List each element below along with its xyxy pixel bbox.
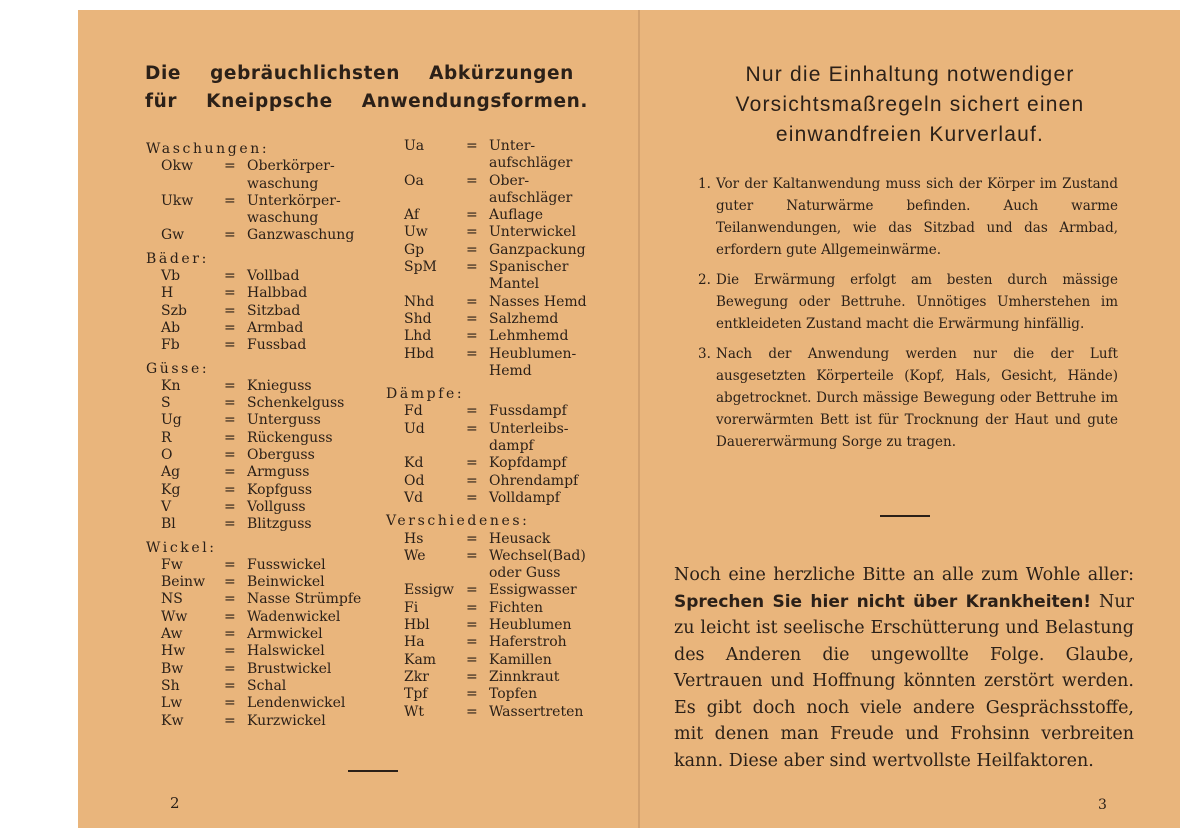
closing-paragraph [674,562,1134,774]
abbreviation-entry [386,346,587,381]
item-number: 1. [698,176,711,192]
equals-sign: = [466,224,478,241]
abbreviation: Gw [161,227,185,244]
closing-rest: Nur zu leicht ist seelische Erschütterung und Belastung des Anderen die ungewollte Folge. Glaube, Vertrauen und Hoffnung könnten zerstört werden. Es gibt doch noch viele andere Gesprächsstoffe, mit denen man Freude und Frohsinn verbreiten kann. Diese aber sind wertvollste Heilfaktoren. [674,591,1134,771]
abbreviation-entry [386,259,587,294]
section-heading: Wickel: [146,539,217,556]
equals-sign: = [466,472,478,489]
definition: Ganzpackung [489,241,586,258]
abbreviation-entry [386,548,587,583]
equals-sign: = [224,158,236,175]
abbreviation: Uw [404,224,428,241]
equals-sign: = [224,695,236,712]
definition: Oberkörper- waschung [247,158,335,192]
equals-sign: = [224,285,236,302]
section-heading: Bäder: [146,250,209,267]
item-text: Nach der Anwendung werden nur die der Luft ausgesetzten Körperteile (Kopf, Hals, Gesicht, Hände) abgetrocknet. Durch mässige Bewegung oder Bettruhe im vorerwärmten Bett ist für Trocknung der Haut und gute Dauererwärmung Sorge zu tragen. [716,346,1118,450]
definition: Fussbad [247,337,307,354]
equals-sign: = [224,481,236,498]
item-text: Vor der Kaltanwendung muss sich der Körper im Zustand guter Naturwärme befinden. Auch warme Teilanwendungen, wie das Sitzbad und das Armbad, erfordern gute Allgemeinwärme. [716,176,1118,258]
equals-sign: = [224,626,236,643]
abbreviation-entry [146,678,361,695]
equals-sign: = [224,712,236,729]
abbreviation-entry [386,652,587,669]
definition: Armbad [247,319,304,336]
equals-sign: = [224,608,236,625]
abbreviation-column-a [146,138,361,730]
definition: Fichten [489,599,543,616]
abbreviation-entry [146,516,361,533]
definition: Unterwickel [489,224,576,241]
abbreviation-column-b [386,138,587,721]
item-number: 2. [698,272,711,288]
abbreviation-entry [386,490,587,507]
definition: Vollguss [247,498,306,515]
abbreviation: Wt [404,703,425,720]
equals-sign: = [224,498,236,515]
abbreviation: Hbl [404,617,430,634]
abbreviation-entry [146,320,361,337]
abbreviation-entry [146,609,361,626]
equals-sign: = [224,574,236,591]
equals-sign: = [224,429,236,446]
definition: Fusswickel [247,556,326,573]
abbreviation-entry [146,337,361,354]
list-item [698,343,1118,453]
definition: Nasse Strümpfe [247,591,362,608]
abbreviation-entry [386,207,587,224]
closing-emphasis: Sprechen Sie hier nicht über Krankheiten! [674,591,1092,612]
abbreviation: We [404,547,426,564]
page-title [145,60,588,116]
abbreviation: Gp [404,241,425,258]
definition: Wechsel(Bad) oder Guss [489,547,586,582]
title-line: Nur die Einhaltung notwendiger [745,63,1075,86]
equals-sign: = [224,302,236,319]
equals-sign: = [224,192,236,209]
definition: Schenkelguss [247,395,345,412]
abbreviation-entry [146,193,361,228]
definition: Volldampf [489,489,560,506]
definition: Ober- aufschläger [489,172,573,206]
abbreviation: Kn [161,377,181,394]
abbreviation-entry [146,285,361,302]
abbreviation: Od [404,472,425,489]
abbreviation-entry [146,412,361,429]
title-line: einwandfreien Kurverlauf. [775,123,1045,146]
abbreviation: Ukw [161,192,194,209]
abbreviation-entry [146,447,361,464]
definition: Ganzwaschung [247,227,355,244]
definition: Unterguss [247,412,321,429]
definition: Halswickel [247,643,325,660]
definition: Heublumen- Hemd [489,345,577,379]
abbreviation-entry [386,582,587,599]
definition: Haferstroh [489,634,567,651]
abbreviation: Fb [161,337,180,354]
abbreviation-entry [386,328,587,345]
equals-sign: = [224,268,236,285]
equals-sign: = [466,530,478,547]
abbreviation: R [161,429,172,446]
abbreviation-entry [386,704,587,721]
page-number: 2 [170,794,180,812]
list-item [698,269,1118,335]
right-page [640,10,1180,828]
closing-intro: Noch eine herzliche Bitte an alle zum Wohle aller: [674,565,1134,585]
section-heading: Güsse: [146,360,210,377]
abbreviation: H [161,285,174,302]
booklet-spread [78,10,1180,828]
abbreviation: Ug [161,412,182,429]
equals-sign: = [224,412,236,429]
abbreviation-entry [386,403,587,420]
abbreviation-entry [146,591,361,608]
title-line: Die gebräuchlichsten Abkürzungen [145,63,574,84]
title-line: Vorsichtsmaßregeln sichert einen [735,93,1085,116]
divider [880,515,930,517]
abbreviation-entry [146,574,361,591]
equals-sign: = [466,345,478,362]
abbreviation: Tpf [404,686,428,703]
equals-sign: = [224,337,236,354]
equals-sign: = [224,377,236,394]
abbreviation-entry [146,499,361,516]
equals-sign: = [466,241,478,258]
definition: Beinwickel [247,574,325,591]
abbreviation: Ag [161,464,181,481]
abbreviation-entry [386,634,587,651]
abbreviation: V [161,498,172,515]
equals-sign: = [466,403,478,420]
abbreviation-entry [386,294,587,311]
abbreviation: Sh [161,677,180,694]
abbreviation: Oa [404,172,424,189]
abbreviation: Af [404,207,420,224]
abbreviation: Bl [161,516,176,533]
abbreviation-entry [386,311,587,328]
item-text: Die Erwärmung erfolgt am besten durch mässige Bewegung oder Bettruhe. Unnötiges Umherstehen im entkleideten Zustand macht die Erwärmung hinfällig. [716,272,1118,332]
abbreviation: O [161,447,173,464]
abbreviation: Hs [404,530,424,547]
abbreviation-entry [146,482,361,499]
definition: Salzhemd [489,310,559,327]
title-line: für Kneippsche Anwendungsformen. [145,91,589,112]
definition: Halbbad [247,285,308,302]
definition: Auflage [489,207,544,224]
equals-sign: = [224,464,236,481]
equals-sign: = [466,703,478,720]
left-page [78,10,638,828]
abbreviation: Ww [161,608,188,625]
abbreviation: Okw [161,158,193,175]
equals-sign: = [224,556,236,573]
page-title [640,60,1180,150]
abbreviation: SpM [404,259,437,276]
abbreviation-entry [146,303,361,320]
equals-sign: = [224,677,236,694]
section-heading: Verschiedenes: [386,513,530,530]
equals-sign: = [466,634,478,651]
equals-sign: = [466,668,478,685]
divider [348,770,398,772]
abbreviation-entry [146,695,361,712]
definition: Brustwickel [247,660,332,677]
abbreviation: Shd [404,310,432,327]
equals-sign: = [224,660,236,677]
definition: Sitzbad [247,302,301,319]
abbreviation-entry [386,173,587,208]
abbreviation: Kg [161,481,181,498]
abbreviation: S [161,395,171,412]
equals-sign: = [466,207,478,224]
abbreviation: Essigw [404,582,455,599]
abbreviation-entry [386,531,587,548]
definition: Lehmhemd [489,328,569,345]
abbreviation-entry [386,669,587,686]
equals-sign: = [466,310,478,327]
abbreviation-entry [386,617,587,634]
definition: Kurzwickel [247,712,326,729]
equals-sign: = [224,591,236,608]
abbreviation: Lhd [404,328,432,345]
definition: Wadenwickel [247,608,341,625]
definition: Unterleibs- dampf [489,420,569,455]
equals-sign: = [466,686,478,703]
equals-sign: = [224,516,236,533]
definition: Wassertreten [489,703,584,720]
abbreviation: Ab [161,319,181,336]
abbreviation-entry [386,473,587,490]
definition: Spanischer Mantel [489,259,569,293]
definition: Nasses Hemd [489,293,587,310]
definition: Blitzguss [247,516,312,533]
equals-sign: = [466,420,478,437]
definition: Fussdampf [489,403,567,420]
section-heading: Waschungen: [146,141,270,157]
equals-sign: = [466,582,478,599]
definition: Heusack [489,530,551,547]
equals-sign: = [466,617,478,634]
abbreviation-entry [386,455,587,472]
definition: Kamillen [489,651,552,668]
definition: Heublumen [489,617,572,634]
definition: Armguss [247,464,310,481]
definition: Unterkörper- waschung [247,192,341,227]
definition: Kopfdampf [489,455,567,472]
abbreviation-entry [146,661,361,678]
abbreviation-entry [146,378,361,395]
definition: Zinnkraut [489,668,560,685]
abbreviation-entry [146,227,361,244]
abbreviation: Fd [404,403,423,420]
equals-sign: = [466,293,478,310]
definition: Lendenwickel [247,695,346,712]
definition: Kopfguss [247,481,313,498]
abbreviation-entry [146,713,361,730]
list-item [698,173,1118,261]
abbreviation: Kam [404,651,437,668]
abbreviation: Hbd [404,345,435,362]
equals-sign: = [224,447,236,464]
definition: Ohrendampf [489,472,579,489]
abbreviation-entry [146,395,361,412]
abbreviation: Beinw [161,574,206,591]
abbreviation-entry [386,224,587,241]
definition: Schal [247,677,287,694]
equals-sign: = [466,172,478,189]
item-number: 3. [698,346,711,362]
abbreviation-entry [146,464,361,481]
abbreviation-entry [386,242,587,259]
abbreviation: Fw [161,556,183,573]
definition: Armwickel [247,626,323,643]
equals-sign: = [224,643,236,660]
abbreviation: Ua [404,138,425,154]
definition: Knieguss [247,377,312,394]
abbreviation: Lw [161,695,183,712]
abbreviation: Zkr [404,668,429,685]
definition: Vollbad [247,268,300,285]
section-heading: Dämpfe: [386,386,465,403]
abbreviation: Fi [404,599,419,616]
abbreviation-entry [146,643,361,660]
abbreviation: Aw [161,626,183,643]
abbreviation: Bw [161,660,184,677]
abbreviation-entry [386,138,587,173]
definition: Essigwasser [489,582,577,599]
equals-sign: = [466,328,478,345]
abbreviation-entry [386,686,587,703]
abbreviation-entry [146,626,361,643]
equals-sign: = [466,599,478,616]
abbreviation-entry [386,600,587,617]
abbreviation-entry [146,430,361,447]
abbreviation-entry [386,421,587,456]
equals-sign: = [224,319,236,336]
abbreviation: Kd [404,455,424,472]
abbreviation: Vd [404,489,424,506]
abbreviation: Kw [161,712,184,729]
abbreviation-entry [146,268,361,285]
abbreviation: Hw [161,643,186,660]
abbreviation-entry [146,158,361,193]
definition: Unter- aufschläger [489,138,573,172]
abbreviation: Ha [404,634,425,651]
definition: Rückenguss [247,429,333,446]
equals-sign: = [466,651,478,668]
equals-sign: = [466,455,478,472]
page-number: 3 [1098,797,1107,813]
equals-sign: = [466,138,478,154]
precaution-list [698,173,1118,461]
definition: Oberguss [247,447,315,464]
abbreviation: Vb [161,268,181,285]
equals-sign: = [224,395,236,412]
definition: Topfen [489,686,538,703]
equals-sign: = [466,489,478,506]
abbreviation: NS [161,591,183,608]
abbreviation-entry [146,557,361,574]
abbreviation: Szb [161,302,187,319]
equals-sign: = [224,227,236,244]
abbreviation: Ud [404,420,425,437]
abbreviation: Nhd [404,293,435,310]
equals-sign: = [466,547,478,564]
equals-sign: = [466,259,478,276]
